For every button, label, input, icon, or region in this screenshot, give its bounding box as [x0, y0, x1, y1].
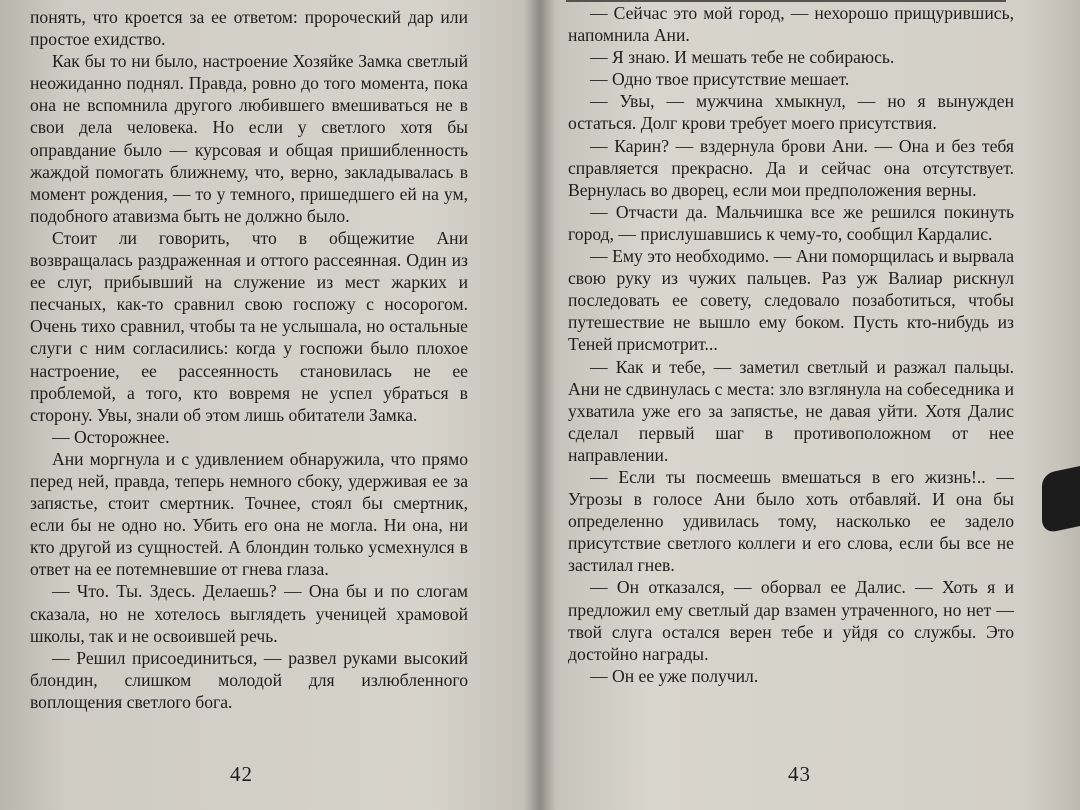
paragraph: — Как и тебе, — заметил светлый и разжал пальцы. Ани не сдвинулась с места: зло взглянула на собеседника и ухватила уже его за запястье, не давая уйти. Хотя Далис сделал первый шаг в противоположном от нее направлении.	[568, 356, 1014, 465]
paragraph: Ани моргнула и с удивлением обнаружила, что прямо перед ней, правда, теперь немного сбоку, удерживая ее за запястье, стоит смертник. Точнее, стоял бы смертник, если бы не одно но. Убить его она не могла. Ни она, ни кто другой из сущностей. А блондин только усмехнулся в ответ на ее потемневшие от гнева глаза.	[30, 448, 468, 580]
paragraph: — Отчасти да. Мальчишка все же решился покинуть город, — прислушавшись к чему-то, сообщил Кардалис.	[568, 201, 1014, 244]
right-page-number: 43	[788, 762, 811, 786]
paragraph: — Осторожнее.	[52, 426, 170, 447]
paragraph: — Если ты посмеешь вмешаться в его жизнь!.. — Угрозы в голосе Ани было хоть отбавляй. И она бы определенно удивилась тому, насколько ее задело присутствие светлого коллеги и его слова, если бы все не застилал гнев.	[568, 466, 1014, 576]
paragraph: — Сейчас это мой город, — нехорошо прищурившись, напомнила Ани.	[568, 3, 1014, 46]
paragraph: — Карин? — вздернула брови Ани. — Она и без тебя справляется прекрасно. Да и сейчас она отсутствует. Вернулась во дворец, если мои предположения верны.	[568, 135, 1014, 200]
right-page-text	[568, 2, 1014, 687]
paragraph: — Решил присоединиться, — развел руками высокий блондин, слишком молодой для излюбленного воплощения светлого бога.	[30, 647, 468, 712]
paragraph: — Он ее уже получил.	[590, 665, 759, 686]
paragraph: — Ему это необходимо. — Ани поморщилась и вырвала свою руку из чужих пальцев. Раз уж Валиар рискнул последовать ее совету, следовало позаботиться, чтобы путешествие не вышло ему боком. Пусть кто-нибудь из Теней присмотрит...	[568, 246, 1014, 355]
paragraph: — Что. Ты. Здесь. Делаешь? — Она бы и по слогам сказала, но не хотелось выглядеть ученицей храмовой школы, так и не освоившей речь.	[30, 581, 468, 646]
paragraph: — Одно твое присутствие мешает.	[590, 69, 850, 90]
paragraph: — Увы, — мужчина хмыкнул, — но я вынужден остаться. Долг крови требует моего присутствия.	[568, 91, 1014, 134]
paragraph: Стоит ли говорить, что в общежитие Ани возвращалась раздраженная и оттого рассеянная. Один из ее слуг, прибывший на служение из мест жарких и песчаных, как-то сравнил свою госпожу с носорогом. Очень тихо сравнил, чтобы та не услышала, но остальные слуги с ним согласились: когда у госпожи было плохое настроение, ее рассеянность становилась не ее проблемой, а того, кто вовремя не успел убраться в сторону. Увы, знали об этом лишь обитатели Замка.	[30, 227, 468, 425]
book-clip	[1042, 466, 1080, 534]
paragraph: — Он отказался, — оборвал ее Далис. — Хоть я и предложил ему светлый дар взамен утраченного, но нет — твой слуга остался верен тебе и уйдя со службы. Это достойно награды.	[568, 577, 1014, 664]
paragraph: — Я знаю. И мешать тебе не собираюсь.	[590, 47, 895, 68]
left-page-number: 42	[230, 762, 253, 786]
left-page-text	[30, 6, 468, 713]
paragraph: Как бы то ни было, настроение Хозяйке Замка светлый неожиданно поднял. Правда, ровно до того момента, пока она не вспомнила другого любившего вмешиваться не в свои дела человека. Но если у светлого хотя бы оправдание было — курсовая и общая пришибленность жаждой помогать ближнему, что, верно, закладывалась в момент рождения, — то у темного, пришедшего ей на ум, подобного атавизма быть не должно было.	[30, 51, 468, 226]
left-page	[0, 0, 532, 810]
paragraph: понять, что кроется за ее ответом: пророческий дар или простое ехидство.	[30, 7, 468, 50]
right-page	[548, 0, 1080, 810]
